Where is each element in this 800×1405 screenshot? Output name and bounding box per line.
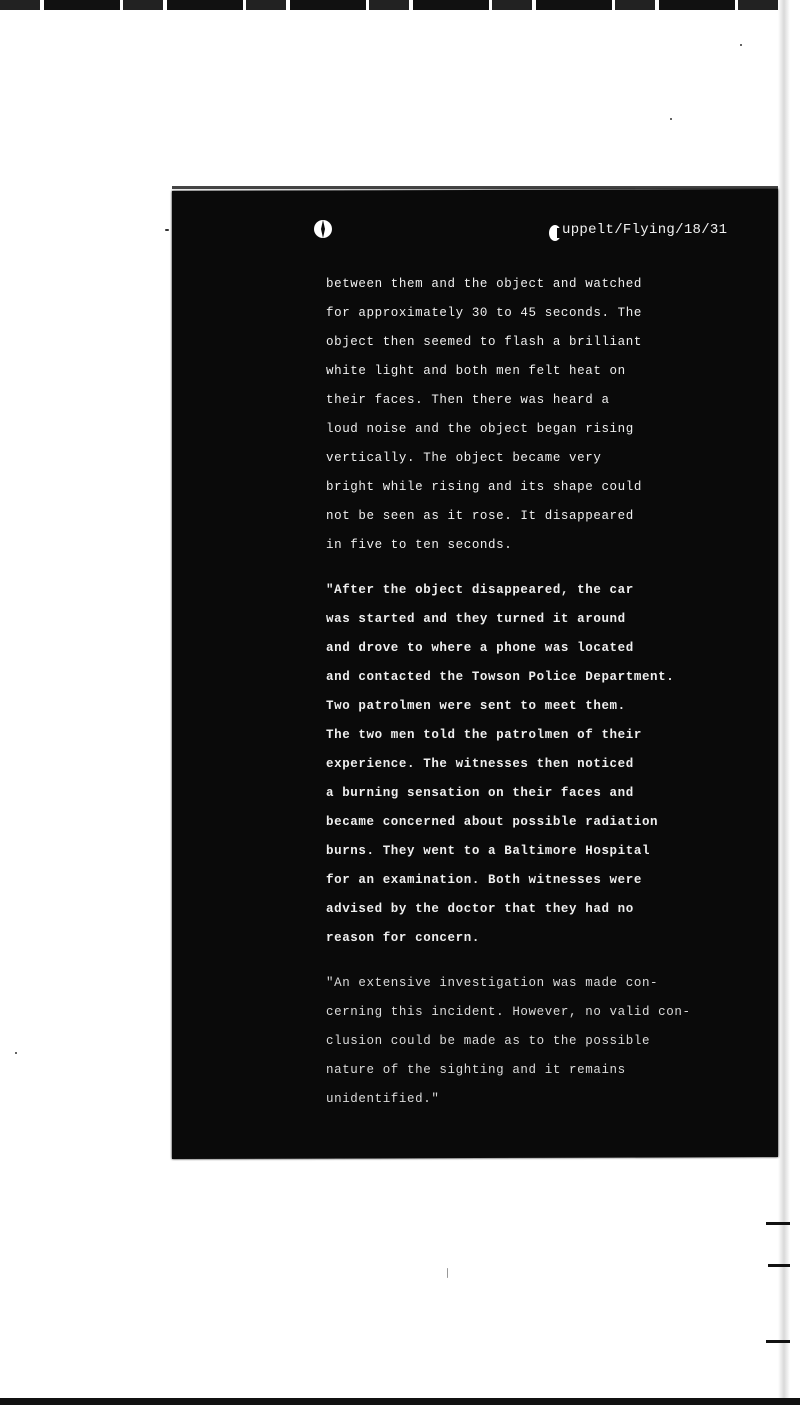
ink-blot-icon <box>548 224 562 242</box>
scan-speck <box>740 44 742 46</box>
scan-edge-mark <box>766 1222 790 1225</box>
text-line: "After the object disappeared, the car <box>326 583 634 597</box>
text-line: a burning sensation on their faces and <box>326 786 634 800</box>
text-line: "An extensive investigation was made con- <box>326 976 659 990</box>
text-line: vertically. The object became very <box>326 451 602 465</box>
text-line: cerning this incident. However, no valid con- <box>326 1005 691 1019</box>
text-line: not be seen as it rose. It disappeared <box>326 509 634 523</box>
text-line: between them and the object and watched <box>326 277 642 291</box>
scan-speck <box>15 1052 17 1054</box>
scan-top-border <box>0 0 800 10</box>
text-line: and drove to where a phone was located <box>326 641 634 655</box>
text-line: object then seemed to flash a brilliant <box>326 335 642 349</box>
text-line: clusion could be made as to the possible <box>326 1034 651 1048</box>
scan-bottom-border <box>0 1398 800 1405</box>
text-line: reason for concern. <box>326 931 480 945</box>
text-line: advised by the doctor that they had no <box>326 902 634 916</box>
scan-speck <box>670 118 672 120</box>
text-line: burns. They went to a Baltimore Hospital <box>326 844 651 858</box>
text-line: unidentified." <box>326 1092 440 1106</box>
paragraph-3 <box>326 969 691 1114</box>
text-line: nature of the sighting and it remains <box>326 1063 626 1077</box>
text-line: in five to ten seconds. <box>326 538 513 552</box>
paragraph-2 <box>326 576 686 953</box>
text-line: The two men told the patrolmen of their <box>326 728 642 742</box>
scan-speck <box>165 229 169 231</box>
text-line: for approximately 30 to 45 seconds. The <box>326 306 642 320</box>
text-line: Two patrolmen were sent to meet them. <box>326 699 626 713</box>
scan-right-edge <box>778 0 800 1405</box>
scan-edge-mark <box>768 1264 790 1267</box>
text-line: their faces. Then there was heard a <box>326 393 610 407</box>
text-line: became concerned about possible radiation <box>326 815 659 829</box>
scan-edge-mark <box>766 1340 790 1343</box>
text-line: was started and they turned it around <box>326 612 626 626</box>
text-line: loud noise and the object began rising <box>326 422 634 436</box>
text-line: experience. The witnesses then noticed <box>326 757 634 771</box>
binder-hole-icon <box>312 218 334 240</box>
scan-speck <box>447 1268 448 1278</box>
document-body <box>326 270 691 1130</box>
text-line: and contacted the Towson Police Department. <box>326 670 675 684</box>
text-line: for an examination. Both witnesses were <box>326 873 642 887</box>
paragraph-1 <box>326 270 686 560</box>
text-line: bright while rising and its shape could <box>326 480 642 494</box>
page-header-reference: uppelt/Flying/18/31 <box>562 222 728 238</box>
text-line: white light and both men felt heat on <box>326 364 626 378</box>
